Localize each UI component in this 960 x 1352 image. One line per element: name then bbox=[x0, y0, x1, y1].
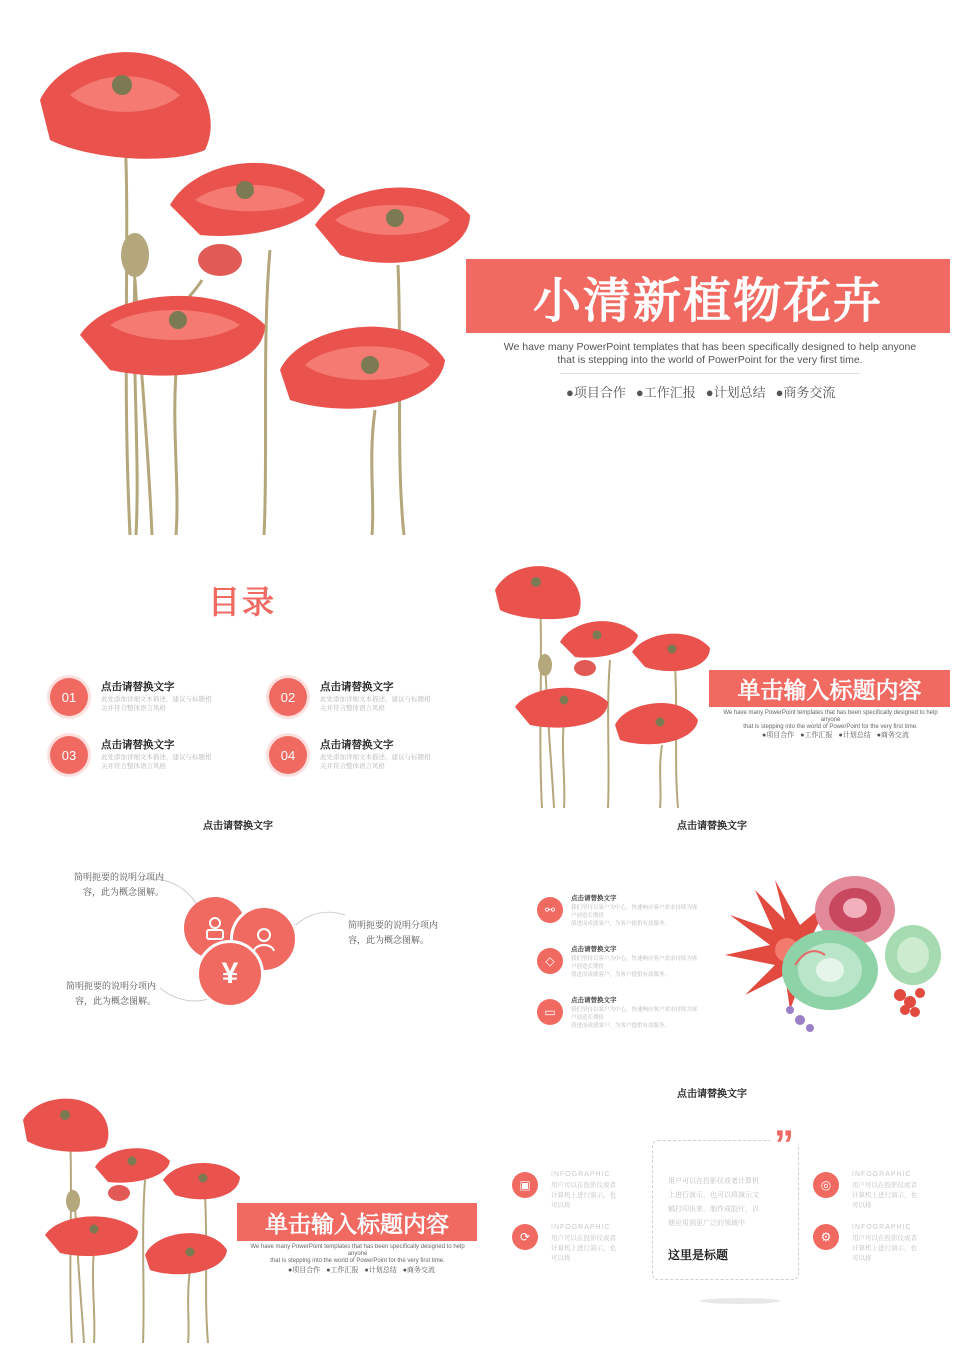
toc-item-title: 点击请替换文字 bbox=[101, 739, 175, 751]
info-desc bbox=[551, 1181, 631, 1211]
toc-item-desc bbox=[320, 695, 450, 713]
toc-title: 目录 bbox=[208, 583, 277, 621]
text-line: 简明扼要的说明分项内 bbox=[73, 872, 164, 882]
subtitle bbox=[718, 710, 943, 731]
tag-list bbox=[762, 730, 909, 740]
item-desc bbox=[571, 1006, 701, 1030]
target-icon: ◎ bbox=[813, 1172, 839, 1198]
desc-line: 此处添加详细文本描述，建议与标题相 bbox=[320, 754, 431, 761]
desc-line: 计算机上进行演示，也 bbox=[551, 1192, 616, 1199]
subtitle-line: that is stepping into the world of PowerPoint for the very first time. bbox=[557, 354, 863, 366]
toc-badge: 02 bbox=[269, 678, 307, 716]
chart-icon: ▣ bbox=[512, 1172, 538, 1198]
info-title: INFOGRAPHIC bbox=[551, 1224, 611, 1231]
desc-line: 此处添加详细文本描述，建议与标题相 bbox=[101, 754, 212, 761]
slide-caption: 点击请替换文字 bbox=[677, 821, 747, 832]
desc-line: 可以将 bbox=[852, 1255, 872, 1262]
share-icon: ⚯ bbox=[537, 897, 563, 923]
tag: ●计划总结 bbox=[838, 732, 871, 739]
text-line: 简明扼要的说明分项内 bbox=[65, 981, 156, 991]
toc-item-title: 点击请替换文字 bbox=[320, 681, 394, 693]
toc-badge: 03 bbox=[50, 736, 88, 774]
toc-badge: 01 bbox=[50, 678, 88, 716]
poppy-illustration-medium bbox=[490, 560, 720, 810]
subtitle-line: that is stepping into the world of PowerPoint for the very first time. bbox=[270, 1258, 445, 1264]
info-title: INFOGRAPHIC bbox=[852, 1224, 912, 1231]
tag: ●计划总结 bbox=[705, 385, 766, 400]
item-title: 点击请替换文字 bbox=[571, 997, 617, 1004]
subtitle-line: We have many PowerPoint templates that has been specifically designed to help anyone bbox=[503, 341, 917, 353]
chat-icon: ▭ bbox=[537, 999, 563, 1025]
box-shadow bbox=[700, 1298, 780, 1304]
desc-line: 用户可以在投影仪或者 bbox=[852, 1182, 917, 1189]
desc-line: 稿打印出来，制作成胶片，以 bbox=[668, 1206, 759, 1213]
settings-icon: ⚙ bbox=[813, 1224, 839, 1250]
desc-line: 值进而成就客户，为客户提供有效服务。 bbox=[571, 921, 671, 927]
info-title: INFOGRAPHIC bbox=[852, 1171, 912, 1178]
text-line: 容，此为概念图解。 bbox=[74, 996, 156, 1006]
refresh-icon: ⟳ bbox=[512, 1224, 538, 1250]
tag: ●计划总结 bbox=[364, 1267, 397, 1274]
tag: ●工作汇报 bbox=[800, 732, 833, 739]
desc-line: 用户可以在投影仪或者 bbox=[551, 1182, 616, 1189]
subtitle-line: We have many PowerPoint templates that has been specifically designed to help anyone bbox=[723, 710, 938, 723]
slide-caption: 点击请替换文字 bbox=[677, 1089, 747, 1100]
title-banner bbox=[466, 259, 950, 333]
info-desc bbox=[852, 1181, 932, 1211]
tag: ●商务交流 bbox=[775, 385, 836, 400]
toc-item-desc bbox=[101, 695, 231, 713]
text-line: 容，此为概念图解。 bbox=[348, 935, 430, 945]
desc-line: 值进而成就客户，为客户提供有效服务。 bbox=[571, 1023, 671, 1029]
subtitle bbox=[500, 341, 920, 367]
yen-icon: ¥ bbox=[221, 957, 239, 990]
quote-desc bbox=[668, 1175, 788, 1231]
desc-line: 可以将 bbox=[551, 1202, 571, 1209]
poppy-illustration-large bbox=[30, 40, 480, 540]
tag-list bbox=[288, 1265, 435, 1275]
quote-title: 这里是标题 bbox=[668, 1248, 729, 1262]
desc-line: 关并符合整体语言风格 bbox=[101, 763, 166, 770]
tag: ●工作汇报 bbox=[635, 385, 696, 400]
item-title: 点击请替换文字 bbox=[571, 946, 617, 953]
tag-list bbox=[566, 382, 866, 401]
tag: ●项目合作 bbox=[566, 385, 626, 400]
desc-line: 关并符合整体语言风格 bbox=[320, 763, 385, 770]
tag: ●商务交流 bbox=[402, 1267, 435, 1274]
desc-line: 用户可以在投影仪或者 bbox=[852, 1235, 917, 1242]
subtitle-line: We have many PowerPoint templates that has been specifically designed to help anyone bbox=[250, 1244, 465, 1257]
concept-text bbox=[56, 870, 164, 900]
desc-line: 值进而成就客户，为客户提供有效服务。 bbox=[571, 972, 671, 978]
tag: ●工作汇报 bbox=[326, 1267, 359, 1274]
concept-text bbox=[56, 979, 156, 1009]
desc-line: 计算机上进行演示，也 bbox=[852, 1192, 917, 1199]
tag: ●项目合作 bbox=[288, 1267, 321, 1274]
desc-line: 关并符合整体语言风格 bbox=[101, 705, 166, 712]
toc-badge: 04 bbox=[269, 736, 307, 774]
desc-line: 我们坚持以客户为中心，快速响应客户需求持续为客户创造长期价 bbox=[571, 905, 698, 919]
desc-line: 可以将 bbox=[852, 1202, 872, 1209]
desc-line: 此处添加详细文本描述，建议与标题相 bbox=[320, 696, 431, 703]
toc-item-desc bbox=[320, 753, 450, 771]
item-desc bbox=[571, 955, 701, 979]
text-line: 简明扼要的说明分项内 bbox=[348, 920, 439, 930]
desc-line: 用户可以在投影仪或者计算机 bbox=[668, 1178, 759, 1185]
subtitle bbox=[245, 1244, 470, 1265]
desc-line: 可以将 bbox=[551, 1255, 571, 1262]
toc-item-desc bbox=[101, 753, 231, 771]
slide-caption: 点击请替换文字 bbox=[203, 821, 273, 832]
desc-line: 上进行演示，也可以将演示文 bbox=[668, 1192, 759, 1199]
desc-line: 用户可以在投影仪或者 bbox=[551, 1235, 616, 1242]
info-desc bbox=[852, 1234, 932, 1264]
concept-circle bbox=[196, 940, 264, 1008]
slide-title: 单击输入标题内容 bbox=[737, 678, 922, 704]
poppy-illustration-small bbox=[15, 1095, 245, 1345]
toc-item-title: 点击请替换文字 bbox=[101, 681, 175, 693]
succulent-illustration bbox=[715, 870, 950, 1040]
title-banner bbox=[709, 670, 950, 707]
desc-line: 关并符合整体语言风格 bbox=[320, 705, 385, 712]
desc-line: 我们坚持以客户为中心，快速响应客户需求持续为客户创造长期价 bbox=[571, 1007, 698, 1021]
desc-line: 我们坚持以客户为中心，快速响应客户需求持续为客户创造长期价 bbox=[571, 956, 698, 970]
title-banner bbox=[237, 1203, 477, 1241]
info-desc bbox=[551, 1234, 631, 1264]
info-title: INFOGRAPHIC bbox=[551, 1171, 611, 1178]
user-card-icon bbox=[202, 915, 228, 941]
divider bbox=[560, 373, 860, 374]
subtitle-line: that is stepping into the world of PowerPoint for the very first time. bbox=[743, 724, 918, 730]
desc-line: 便应用到更广泛的领域中 bbox=[668, 1220, 745, 1227]
toc-item-title: 点击请替换文字 bbox=[320, 739, 394, 751]
concept-text bbox=[348, 918, 458, 948]
item-desc bbox=[571, 904, 701, 928]
tag: ●项目合作 bbox=[762, 732, 795, 739]
main-title: 小清新植物花卉 bbox=[532, 272, 883, 329]
tag: ●商务交流 bbox=[876, 732, 909, 739]
text-line: 容，此为概念图解。 bbox=[82, 887, 164, 897]
item-title: 点击请替换文字 bbox=[571, 895, 617, 902]
desc-line: 计算机上进行演示，也 bbox=[551, 1245, 616, 1252]
slide-title: 单击输入标题内容 bbox=[265, 1211, 449, 1238]
desc-line: 计算机上进行演示，也 bbox=[852, 1245, 917, 1252]
diamond-icon: ◇ bbox=[537, 948, 563, 974]
desc-line: 此处添加详细文本描述，建议与标题相 bbox=[101, 696, 212, 703]
quote-mark: ” bbox=[770, 1125, 798, 1165]
